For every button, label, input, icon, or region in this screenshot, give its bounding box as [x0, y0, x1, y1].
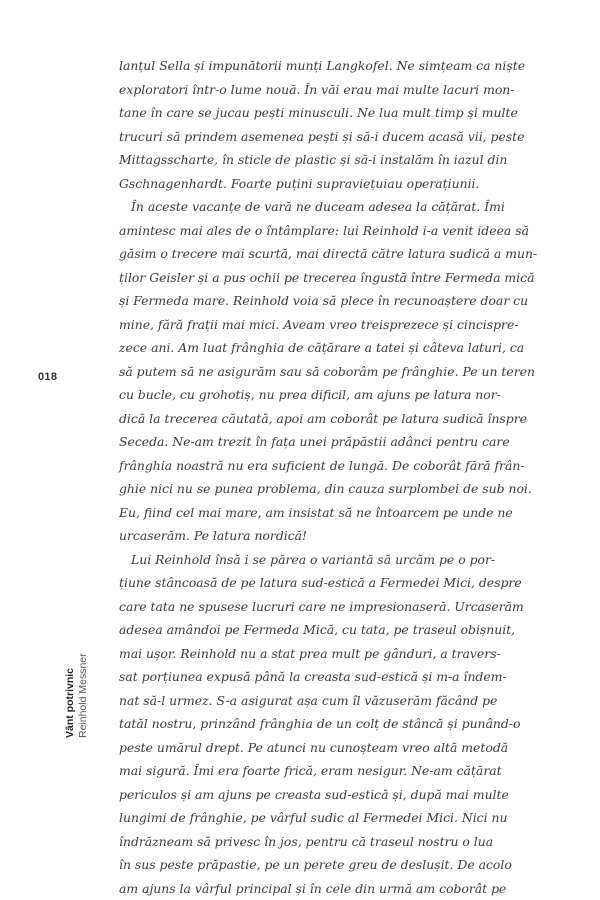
- text-line: lungimi de frânghie, pe vârful sudic al Fermedei Mici. Nici nu: [119, 806, 459, 830]
- text-line: amintesc mai ales de o întâmplare: lui Reinhold i-a venit ideea să: [119, 219, 459, 243]
- text-line: sat porțiunea expusă până la creasta sud-estică și m-a îndem-: [119, 665, 459, 689]
- text-line: ghie nici nu se punea problema, din cauza surplombei de sub noi.: [119, 477, 459, 501]
- text-line: frânghia noastră nu era suficient de lungă. De coborât fără frân-: [119, 454, 459, 478]
- text-line: Gschnagenhardt. Foarte puțini supraviețuiau operațiunii.: [119, 172, 459, 196]
- book-title: Vânt potrivnic: [64, 653, 77, 738]
- text-line: tane în care se jucau pești minusculi. Ne lua mult timp și multe: [119, 101, 459, 125]
- text-line: În aceste vacanțe de vară ne duceam adesea la cățărat. Îmi: [119, 195, 459, 219]
- text-line: Seceda. Ne-am trezit în fața unei prăpăstii adânci pentru care: [119, 430, 459, 454]
- text-line: în sus peste prăpastie, pe un perete greu de deslușit. De acolo: [119, 853, 459, 877]
- text-line: care tata ne spusese lucruri care ne impresionaseră. Urcaserăm: [119, 595, 459, 619]
- body-text: [119, 54, 459, 900]
- text-line: peste umărul drept. Pe atunci nu cunoșteam vreo altă metodă: [119, 736, 459, 760]
- text-line: ților Geisler și a pus ochii pe trecerea îngustă între Fermeda mică: [119, 266, 459, 290]
- text-line: am ajuns la vârful principal și în cele din urmă am coborât pe: [119, 877, 459, 900]
- text-line: îndrăzneam să privesc în jos, pentru că traseul nostru o lua: [119, 830, 459, 854]
- text-line: mai ușor. Reinhold nu a stat prea mult pe gânduri, a travers-: [119, 642, 459, 666]
- text-line: Mittagsscharte, în sticle de plastic și să-i instalăm în iazul din: [119, 148, 459, 172]
- text-line: urcaserăm. Pe latura nordică!: [119, 524, 459, 548]
- text-line: trucuri să prindem asemenea pești și să-i ducem acasă vii, peste: [119, 125, 459, 149]
- text-line: adesea amândoi pe Fermeda Mică, cu tata, pe traseul obișnuit,: [119, 618, 459, 642]
- text-line: Eu, fiind cel mai mare, am insistat să ne întoarcem pe unde ne: [119, 501, 459, 525]
- text-line: exploratori într-o lume nouă. În văi erau mai multe lacuri mon-: [119, 78, 459, 102]
- text-line: și Fermeda mare. Reinhold voia să plece în recunoaștere doar cu: [119, 289, 459, 313]
- text-line: Lui Reinhold însă i se părea o variantă să urcăm pe o por-: [119, 548, 459, 572]
- text-line: găsim o trecere mai scurtă, mai directă către latura sudică a mun-: [119, 242, 459, 266]
- text-line: țiune stâncoasă de pe latura sud-estică a Fermedei Mici, despre: [119, 571, 459, 595]
- running-header: [64, 653, 89, 738]
- text-line: nat să-l urmez. S-a asigurat așa cum îl văzuserăm făcând pe: [119, 689, 459, 713]
- author-name: Reinhold Messner: [77, 653, 90, 738]
- text-line: să putem să ne asigurăm sau să coborâm pe frânghie. Pe un teren: [119, 360, 459, 384]
- page-number: 018: [38, 371, 57, 383]
- text-line: tatăl nostru, prinzând frânghia de un colț de stâncă și punând-o: [119, 712, 459, 736]
- text-line: zece ani. Am luat frânghia de cățărare a tatei și câteva laturi, ca: [119, 336, 459, 360]
- text-line: mai sigură. Îmi era foarte frică, eram nesigur. Ne-am cățărat: [119, 759, 459, 783]
- text-line: periculos și am ajuns pe creasta sud-estică și, după mai multe: [119, 783, 459, 807]
- text-line: lanțul Sella și impunătorii munți Langkofel. Ne simțeam ca niște: [119, 54, 459, 78]
- text-line: cu bucle, cu grohotiș, nu prea dificil, am ajuns pe latura nor-: [119, 383, 459, 407]
- text-line: dică la trecerea căutată, apoi am coborât pe latura sudică înspre: [119, 407, 459, 431]
- text-line: mine, fără frații mai mici. Aveam vreo treisprezece și cincispre-: [119, 313, 459, 337]
